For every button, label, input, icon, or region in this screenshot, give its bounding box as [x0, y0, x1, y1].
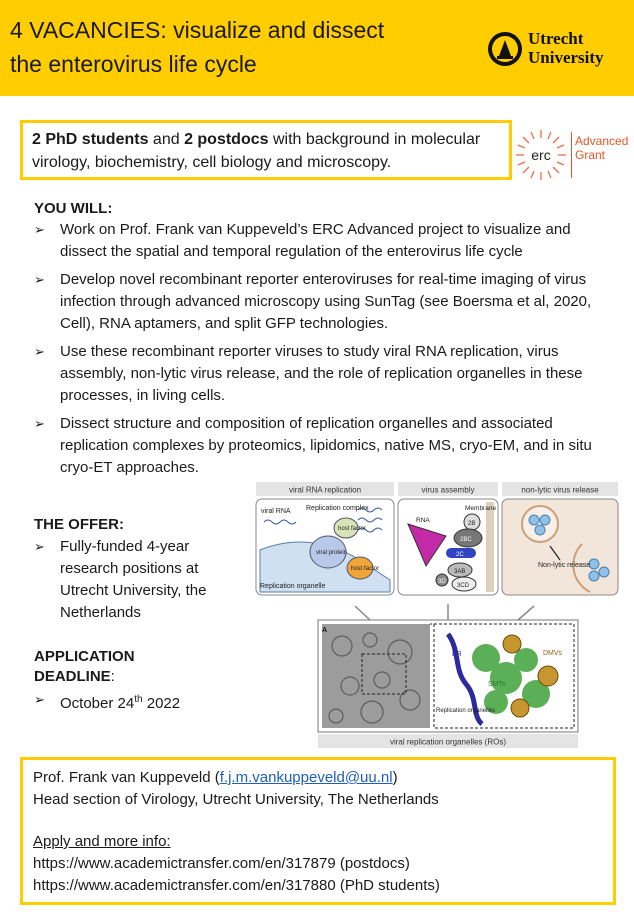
you-will-list	[34, 219, 606, 485]
contact-name: Prof. Frank van Kuppeveld (	[33, 769, 220, 786]
erc-mark-text: erc	[531, 147, 551, 163]
intro-and: and	[148, 131, 185, 148]
3ab-label: 3AB	[454, 569, 466, 575]
release-vesicle-shape	[522, 506, 558, 542]
smts-label: SMTs	[488, 681, 506, 688]
host-factor-label: host factor	[351, 566, 380, 572]
3cd-label: 3CD	[457, 583, 470, 589]
2b-label: 2B	[468, 521, 476, 527]
panel-arrows	[355, 604, 534, 620]
deadline-date-sup: th	[134, 694, 143, 705]
2bc-label: 2BC	[460, 537, 472, 543]
er-label: ER	[452, 651, 462, 658]
figure-caption: viral replication organelles (ROs)	[389, 737, 507, 747]
deadline-colon: :	[110, 668, 115, 685]
virion-shape	[529, 515, 539, 525]
arrow-up-left	[355, 606, 370, 620]
membrane-shape	[486, 502, 494, 592]
you-will-heading: YOU WILL:	[34, 200, 113, 217]
list-item: ➢ Dissect structure and composition of replication organelles and associated replication complexes by proteomics, lipidomics, native MS, cryo-EM, and in situ cryo-ET approaches.	[34, 413, 606, 479]
list-item: ➢ Work on Prof. Frank van Kuppeveld’s ERC Advanced project to visualize and dissect the spatial and temporal regulation of the enterovirus life cycle	[34, 219, 606, 263]
3d-label: 3D	[438, 579, 446, 585]
erc-line-2: Grant	[575, 148, 606, 162]
contact-name-suffix: )	[392, 769, 398, 786]
panel-label: virus assembly	[421, 485, 475, 495]
panel-label: non-lytic virus release	[521, 485, 599, 495]
postdoc-count: 2 postdocs	[184, 131, 269, 148]
virion-shape	[589, 571, 599, 581]
intro-rest: with background in molecular virology, biochemistry, cell biology and microscopy.	[32, 131, 481, 171]
offer-list	[34, 536, 234, 624]
erc-grant-text	[575, 134, 628, 162]
release-panel	[502, 499, 618, 595]
apply-url-postdocs[interactable]: https://www.academictransfer.com/en/317879 (postdocs)	[33, 855, 410, 872]
arrow-up-right	[518, 606, 534, 620]
deadline-date-prefix: October 24	[60, 695, 135, 712]
viral-protein-label: viral protein	[316, 550, 348, 556]
apply-url-phd[interactable]: https://www.academictransfer.com/en/317880 (PhD students)	[33, 877, 440, 894]
panel-label: viral RNA replication	[288, 485, 362, 495]
list-item: ➢ Use these recombinant reporter viruses to study viral RNA replication, virus assembly, non-lytic virus release, and the role of replication organelles in these processes, in living cells.	[34, 341, 606, 407]
ro-label: Replication organelles	[436, 708, 496, 714]
virion-shape	[599, 567, 609, 577]
logo-line-2: University	[528, 48, 604, 67]
erc-divider	[571, 132, 572, 178]
virion-shape	[540, 515, 550, 525]
list-item: ➢ Fully-funded 4-year research positions at Utrecht University, the Netherlands	[34, 536, 234, 624]
panel-letter: A	[322, 627, 328, 634]
deadline-list	[34, 689, 180, 715]
deadline-heading-line-1: APPLICATION	[34, 648, 135, 665]
list-item: ➢ Develop novel recombinant reporter enteroviruses for real-time imaging of virus infection through advanced microscopy using SunTag (see Boersma et al, 2020, Cell), RNA aptamers, and split GFP technologies.	[34, 269, 606, 335]
virion-shape	[589, 559, 599, 569]
deadline-heading	[34, 647, 184, 687]
non-lytic-release-label	[538, 562, 590, 569]
viral-rna-label: viral RNA	[261, 508, 291, 515]
enterovirus-figure	[250, 480, 622, 754]
tomography-image	[322, 624, 430, 728]
host-factor-label: host factor	[338, 526, 367, 532]
logo-line-1: Utrecht	[528, 29, 584, 48]
contact-box	[20, 757, 616, 905]
contact-name-line	[33, 767, 603, 789]
utrecht-university-logo	[486, 26, 626, 74]
erc-advanced-grant-logo	[514, 128, 629, 184]
erc-starburst-icon	[514, 128, 568, 182]
release-text: Non-lytic release	[538, 562, 591, 569]
rna-label: RNA	[416, 517, 430, 524]
page-title	[10, 13, 450, 81]
apply-heading: Apply and more info:	[33, 833, 171, 850]
contact-position: Head section of Virology, Utrecht University, The Netherlands	[33, 791, 439, 808]
intro-box	[20, 120, 512, 180]
membrane-label: Membrane	[465, 505, 497, 512]
dmvs-label: DMVs	[543, 650, 563, 657]
erc-line-1: Advanced	[575, 134, 629, 148]
header-banner	[0, 0, 634, 96]
title-line-1: 4 VACANCIES: visualize and dissect	[10, 17, 385, 43]
deadline-date-suffix: 2022	[142, 695, 181, 712]
replication-organelle-label: Replication organelle	[260, 583, 326, 590]
deadline-heading-line-2: DEADLINE	[34, 668, 111, 685]
phd-count: 2 PhD students	[32, 131, 149, 148]
utrecht-logo-text	[528, 29, 604, 67]
utrecht-seal-icon	[486, 30, 524, 68]
contact-email-link[interactable]: f.j.m.vankuppeveld@uu.nl	[219, 769, 393, 786]
offer-heading: THE OFFER:	[34, 516, 124, 533]
deadline-date	[34, 689, 180, 715]
title-line-2: the enterovirus life cycle	[10, 51, 257, 77]
virion-shape	[535, 525, 545, 535]
replication-complex-label: Replication complex	[306, 505, 369, 512]
2c-label: 2C	[456, 552, 464, 558]
